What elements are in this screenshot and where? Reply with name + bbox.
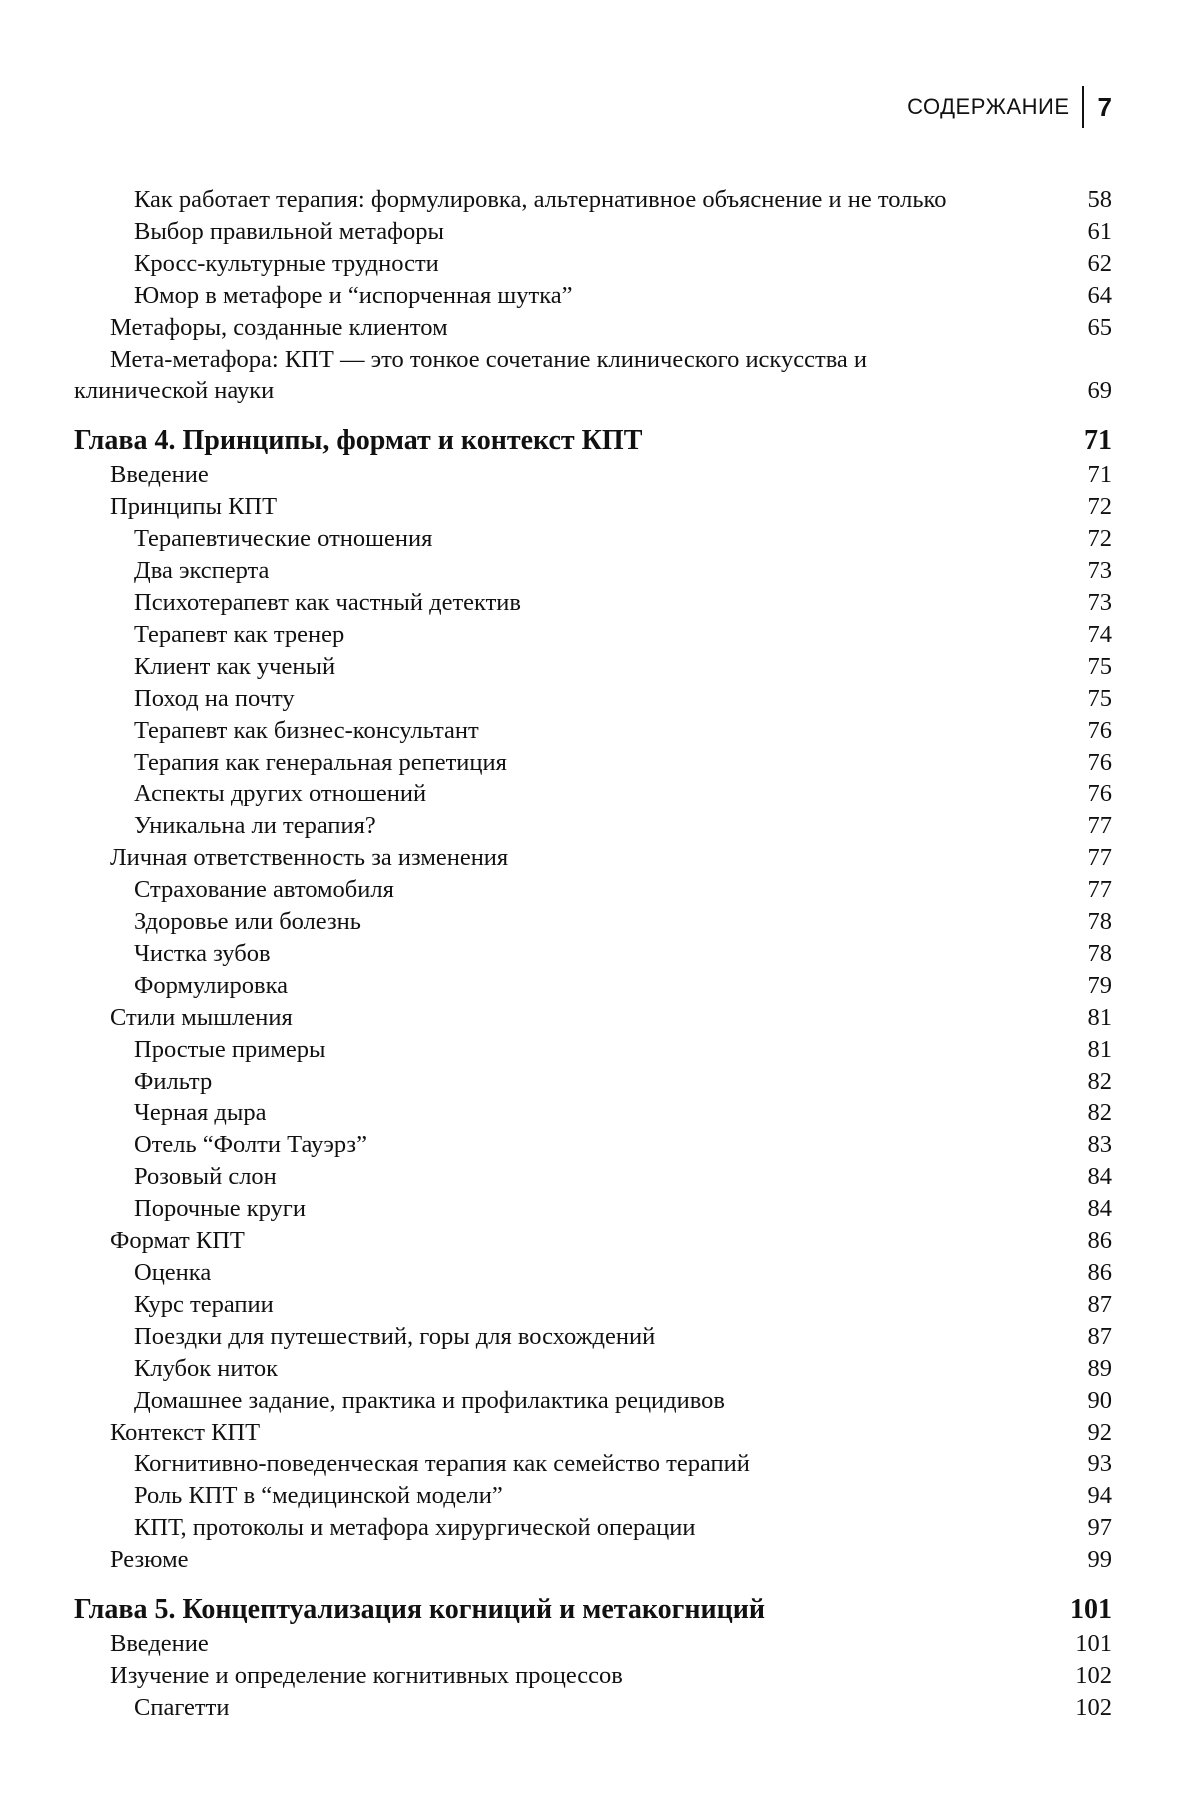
toc-entry bbox=[74, 248, 1112, 280]
toc-entry-title: Простые примеры bbox=[134, 1035, 326, 1063]
toc-entry-title: Аспекты других отношений bbox=[134, 780, 427, 808]
toc-entry-title: Чистка зубов bbox=[134, 939, 271, 967]
toc-entry-page: 101 bbox=[1075, 1630, 1112, 1658]
toc-entry-page: 86 bbox=[1087, 1259, 1112, 1286]
toc-entry bbox=[74, 1544, 1112, 1576]
toc-entry-title: Выбор правильной метафоры bbox=[134, 217, 444, 245]
toc-entry bbox=[74, 216, 1112, 248]
toc-entry bbox=[74, 523, 1112, 555]
chapter-heading bbox=[74, 1592, 1112, 1628]
toc-entry bbox=[74, 1628, 1112, 1660]
chapter-title: Глава 5. Концептуализация когниций и метакогниций bbox=[74, 1594, 766, 1626]
toc-entry-title: Роль КПТ в “медицинской модели” bbox=[134, 1482, 503, 1510]
toc-entry-page: 74 bbox=[1087, 620, 1112, 648]
toc-entry-page: 58 bbox=[1087, 186, 1112, 213]
toc-entry-title: Розовый слон bbox=[134, 1163, 277, 1191]
toc-entry-title: Метафоры, созданные клиентом bbox=[110, 313, 448, 341]
toc-entry-title: Оценка bbox=[134, 1259, 212, 1286]
toc-entry-title-line1: Мета-метафора: КПТ — это тонкое сочетание клинического искусства и bbox=[110, 345, 868, 373]
toc-entry-page: 76 bbox=[1087, 780, 1112, 808]
toc-entry-title: Порочные круги bbox=[134, 1195, 306, 1223]
table-of-contents bbox=[74, 184, 1112, 1724]
toc-entry-title: Как работает терапия: формулировка, альтернативное объяснение и не только bbox=[134, 186, 947, 213]
toc-entry-page: 72 bbox=[1087, 493, 1112, 521]
toc-entry bbox=[74, 1660, 1112, 1692]
toc-entry-page: 94 bbox=[1087, 1482, 1112, 1510]
toc-entry-page: 102 bbox=[1075, 1693, 1112, 1721]
toc-entry-title: Поход на почту bbox=[134, 684, 295, 712]
toc-entry-page: 62 bbox=[1087, 249, 1112, 277]
toc-entry bbox=[74, 459, 1112, 491]
toc-entry-page: 77 bbox=[1087, 876, 1112, 904]
toc-entry-page: 87 bbox=[1087, 1322, 1112, 1350]
toc-entry-page: 73 bbox=[1087, 557, 1112, 585]
toc-entry-title: Поездки для путешествий, горы для восхождений bbox=[134, 1322, 656, 1350]
toc-entry bbox=[74, 938, 1112, 970]
toc-entry-page: 78 bbox=[1087, 939, 1112, 967]
toc-entry bbox=[74, 1480, 1112, 1512]
toc-entry bbox=[74, 184, 1112, 216]
toc-entry-title-line2: клинической науки bbox=[74, 377, 275, 405]
toc-entry bbox=[74, 280, 1112, 312]
toc-entry bbox=[74, 587, 1112, 619]
toc-entry-page: 92 bbox=[1087, 1418, 1112, 1446]
toc-entry bbox=[74, 1353, 1112, 1385]
toc-entry-page: 102 bbox=[1075, 1661, 1112, 1689]
toc-entry-title: Два эксперта bbox=[134, 557, 270, 585]
toc-entry-page: 75 bbox=[1087, 684, 1112, 712]
toc-entry bbox=[74, 683, 1112, 715]
toc-entry-title: Изучение и определение когнитивных процессов bbox=[110, 1661, 623, 1689]
toc-entry-page: 77 bbox=[1087, 844, 1112, 872]
toc-entry bbox=[74, 1034, 1112, 1066]
toc-entry-title: Здоровье или болезнь bbox=[134, 908, 361, 936]
toc-entry-title: Резюме bbox=[110, 1546, 189, 1574]
toc-entry-page: 75 bbox=[1087, 652, 1112, 680]
header-divider bbox=[1082, 86, 1084, 128]
toc-entry-page: 72 bbox=[1087, 525, 1112, 553]
toc-entry-title: Спагетти bbox=[134, 1693, 230, 1721]
running-title: СОДЕРЖАНИЕ bbox=[907, 94, 1070, 119]
toc-entry bbox=[74, 1692, 1112, 1724]
toc-entry bbox=[74, 651, 1112, 683]
toc-entry-title: Формулировка bbox=[134, 971, 288, 999]
toc-entry-title: Клубок ниток bbox=[134, 1354, 278, 1382]
page-number: 7 bbox=[1097, 91, 1112, 122]
toc-entry bbox=[74, 874, 1112, 906]
toc-entry-page: 77 bbox=[1087, 812, 1112, 840]
toc-entry bbox=[74, 1448, 1112, 1480]
toc-entry-title: Психотерапевт как частный детектив bbox=[134, 588, 521, 616]
toc-entry bbox=[74, 715, 1112, 747]
toc-entry bbox=[74, 1066, 1112, 1098]
toc-entry bbox=[74, 1161, 1112, 1193]
toc-entry bbox=[74, 1097, 1112, 1129]
toc-entry-page: 93 bbox=[1087, 1450, 1112, 1478]
toc-entry bbox=[74, 778, 1112, 810]
toc-entry-page: 76 bbox=[1087, 748, 1112, 776]
toc-entry-title: Терапевт как тренер bbox=[134, 620, 345, 648]
toc-entry bbox=[74, 970, 1112, 1002]
toc-entry-title: Терапевт как бизнес-консультант bbox=[134, 716, 479, 744]
toc-entry-page: 84 bbox=[1087, 1163, 1112, 1191]
toc-entry bbox=[74, 312, 1112, 344]
toc-entry-title: Принципы КПТ bbox=[110, 493, 278, 521]
toc-entry-title: Клиент как ученый bbox=[134, 652, 336, 680]
toc-entry-page: 99 bbox=[1087, 1546, 1112, 1574]
toc-entry-page: 82 bbox=[1087, 1099, 1112, 1127]
toc-entry-page: 69 bbox=[1087, 377, 1112, 405]
toc-entry-page: 61 bbox=[1087, 217, 1112, 245]
toc-entry-title: Курс терапии bbox=[134, 1290, 274, 1318]
toc-entry bbox=[74, 906, 1112, 938]
toc-entry-title: Терапевтические отношения bbox=[134, 525, 433, 553]
toc-entry-title: Контекст КПТ bbox=[110, 1418, 261, 1446]
toc-entry-title: Когнитивно-поведенческая терапия как семейство терапий bbox=[134, 1450, 750, 1478]
toc-entry-title: КПТ, протоколы и метафора хирургической операции bbox=[134, 1514, 696, 1542]
toc-entry-title: Личная ответственность за изменения bbox=[110, 844, 509, 872]
toc-entry bbox=[74, 1193, 1112, 1225]
toc-entry-page: 89 bbox=[1087, 1354, 1112, 1382]
toc-entry bbox=[74, 747, 1112, 779]
running-header bbox=[907, 86, 1112, 128]
toc-entry-title: Кросс-культурные трудности bbox=[134, 249, 439, 277]
toc-entry bbox=[74, 1002, 1112, 1034]
toc-entry bbox=[74, 842, 1112, 874]
toc-entry-title: Введение bbox=[110, 1630, 209, 1658]
toc-entry-title: Страхование автомобиля bbox=[134, 876, 394, 904]
toc-entry-page: 82 bbox=[1087, 1067, 1112, 1095]
toc-entry-page: 79 bbox=[1087, 971, 1112, 999]
toc-entry-title: Формат КПТ bbox=[110, 1227, 245, 1255]
toc-entry bbox=[74, 1417, 1112, 1449]
toc-entry-title: Домашнее задание, практика и профилактика рецидивов bbox=[134, 1386, 725, 1414]
toc-entry bbox=[74, 491, 1112, 523]
toc-entry bbox=[74, 1225, 1112, 1257]
toc-entry-page: 73 bbox=[1087, 588, 1112, 616]
toc-entry bbox=[74, 1289, 1112, 1321]
toc-entry-title: Стили мышления bbox=[110, 1003, 293, 1031]
toc-entry-page: 87 bbox=[1087, 1290, 1112, 1318]
toc-entry-wrapped bbox=[74, 344, 1112, 408]
chapter-page: 71 bbox=[1084, 425, 1112, 457]
toc-entry bbox=[74, 1129, 1112, 1161]
toc-entry-page: 65 bbox=[1087, 313, 1112, 341]
toc-entry-page: 84 bbox=[1087, 1195, 1112, 1223]
toc-entry-title: Юмор в метафоре и “испорченная шутка” bbox=[134, 281, 573, 309]
toc-entry-page: 86 bbox=[1087, 1227, 1112, 1255]
toc-entry-title: Уникальна ли терапия? bbox=[134, 812, 376, 840]
toc-entry-page: 97 bbox=[1087, 1514, 1112, 1542]
toc-entry-page: 71 bbox=[1087, 461, 1112, 489]
toc-entry-title: Терапия как генеральная репетиция bbox=[134, 748, 507, 776]
chapter-page: 101 bbox=[1070, 1594, 1112, 1626]
toc-entry-page: 76 bbox=[1087, 716, 1112, 744]
toc-entry bbox=[74, 1257, 1112, 1289]
toc-entry-title: Отель “Фолти Тауэрз” bbox=[134, 1131, 367, 1159]
toc-entry-page: 64 bbox=[1087, 281, 1112, 309]
toc-entry-title: Фильтр bbox=[134, 1067, 213, 1095]
toc-entry-title: Введение bbox=[110, 461, 209, 489]
toc-entry bbox=[74, 1321, 1112, 1353]
toc-entry-page: 81 bbox=[1087, 1035, 1112, 1063]
toc-entry-page: 78 bbox=[1087, 908, 1112, 936]
toc-entry bbox=[74, 1385, 1112, 1417]
chapter-title: Глава 4. Принципы, формат и контекст КПТ bbox=[74, 425, 643, 457]
toc-entry-title: Черная дыра bbox=[134, 1099, 267, 1127]
toc-entry-page: 81 bbox=[1087, 1003, 1112, 1031]
chapter-heading bbox=[74, 423, 1112, 459]
toc-entry bbox=[74, 1512, 1112, 1544]
toc-entry-page: 83 bbox=[1087, 1131, 1112, 1159]
toc-entry bbox=[74, 810, 1112, 842]
toc-entry bbox=[74, 619, 1112, 651]
toc-entry bbox=[74, 555, 1112, 587]
toc-entry-page: 90 bbox=[1087, 1386, 1112, 1414]
